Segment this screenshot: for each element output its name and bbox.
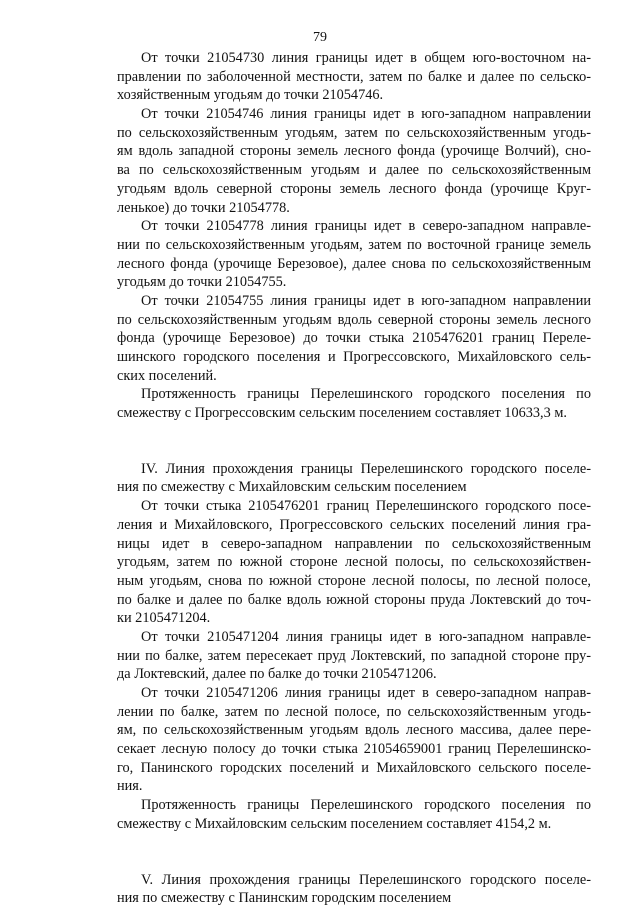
- section-heading: [117, 871, 591, 908]
- text-line: угодьям вдоль северной стороны земель лесного фонда (урочище Круг-: [117, 180, 591, 197]
- text-line: нии по балке, затем пересекает пруд Локтевский, по западной стороне пру-: [117, 647, 591, 664]
- section-spacer: [117, 423, 591, 460]
- text-line: смежеству с Михайловским сельским поселением составляет 4154,2 м.: [117, 815, 552, 832]
- text-line: угодьям, затем по южной стороне лесной полосы, по сельскохозяйствен-: [117, 554, 591, 571]
- text-line: ям вдоль западной стороны земель лесного фонда (урочище Волчий), сно-: [117, 143, 591, 160]
- paragraph: [117, 105, 591, 217]
- text-line: ления и Михайловского, Прогрессовского сельских поселений линия гра-: [117, 516, 591, 533]
- text-line: го, Панинского городских поселений и Михайловского сельского поселе-: [117, 759, 591, 776]
- paragraph: [117, 497, 591, 628]
- text-line: ленькое) до точки 21054778.: [117, 199, 290, 216]
- text-line: От точки 21054755 линия границы идет в юго-западном направлении: [141, 292, 591, 309]
- text-line: хозяйственным угодьям до точки 21054746.: [117, 87, 384, 104]
- text-line: ния по смежеству с Панинским городским поселением: [117, 890, 452, 907]
- text-line: V. Линия прохождения границы Перелешинского городского поселе-: [141, 871, 591, 888]
- text-line: ки 2105471204.: [117, 610, 211, 627]
- text-line: да Локтевский, далее по балке до точки 2105471206.: [117, 666, 437, 683]
- text-line: по сельскохозяйственным угодьям, затем по сельскохозяйственным угодь-: [117, 124, 591, 141]
- text-line: лении по балке, затем по лесной полосе, по сельскохозяйственным угодь-: [117, 703, 591, 720]
- text-line: смежеству с Прогрессовским сельским поселением составляет 10633,3 м.: [117, 405, 567, 422]
- text-line: От точки 21054730 линия границы идет в общем юго-восточном на-: [141, 50, 591, 66]
- text-line: От точки 2105471206 линия границы идет в северо-западном направ-: [141, 685, 591, 701]
- text-line: ям, по сельскохозяйственным угодьям вдоль лесного массива, далее пере-: [117, 722, 591, 739]
- text-line: нии по сельскохозяйственным угодьям, затем по восточной границе земель: [117, 236, 591, 253]
- text-line: ских поселений.: [117, 367, 217, 384]
- paragraph: [117, 796, 591, 833]
- paragraph: [117, 628, 591, 684]
- section-spacer: [117, 834, 591, 871]
- paragraph: [117, 217, 591, 292]
- text-line: угодьям до точки 21054755.: [117, 274, 287, 291]
- page-number: 79: [313, 30, 327, 45]
- text-line: ния по смежеству с Михайловским сельским поселением: [117, 479, 467, 496]
- text-line: по балке и далее по балке вдоль южной стороны пруда Локтевский до точ-: [117, 591, 591, 608]
- paragraph: [117, 292, 591, 385]
- text-line: ным угодьям, снова по южной стороне лесной полосы, по лесной полосе,: [117, 572, 591, 589]
- text-line: От точки стыка 2105476201 границ Перелешинского городского посе-: [141, 498, 591, 515]
- text-line: ницы идет в северо-западном направлении по сельскохозяйственным: [117, 535, 591, 552]
- text-line: Протяженность границы Перелешинского городского поселения по: [141, 797, 591, 814]
- text-line: фонда (урочище Березовое) до точки стыка 2105476201 границ Переле-: [117, 330, 591, 347]
- document-body: [117, 49, 591, 908]
- text-line: От точки 2105471204 линия границы идет в юго-западном направле-: [141, 628, 591, 645]
- text-line: лесного фонда (урочище Березовое), далее снова по сельскохозяйственным: [117, 255, 591, 272]
- paragraph: [117, 684, 591, 796]
- text-line: шинского городского поселения и Прогрессовского, Михайловского сель-: [117, 349, 591, 365]
- paragraph: [117, 49, 591, 105]
- section-heading: [117, 460, 591, 497]
- text-line: по сельскохозяйственным угодьям вдоль северной стороны земель лесного: [117, 311, 591, 328]
- text-line: IV. Линия прохождения границы Перелешинского городского поселе-: [141, 460, 591, 477]
- text-line: секает лесную полосу до точки стыка 21054659001 границ Перелешинско-: [117, 741, 591, 758]
- text-line: От точки 21054778 линия границы идет в северо-западном направле-: [141, 218, 591, 235]
- text-line: ния.: [117, 778, 143, 795]
- text-line: ва по сельскохозяйственным угодьям и далее по сельскохозяйственным: [117, 162, 591, 179]
- text-line: правлении по заболоченной местности, затем по балке и далее по сельско-: [117, 68, 591, 85]
- text-line: От точки 21054746 линия границы идет в юго-западном направлении: [141, 106, 591, 123]
- paragraph: [117, 385, 591, 422]
- text-line: Протяженность границы Перелешинского городского поселения по: [141, 386, 591, 403]
